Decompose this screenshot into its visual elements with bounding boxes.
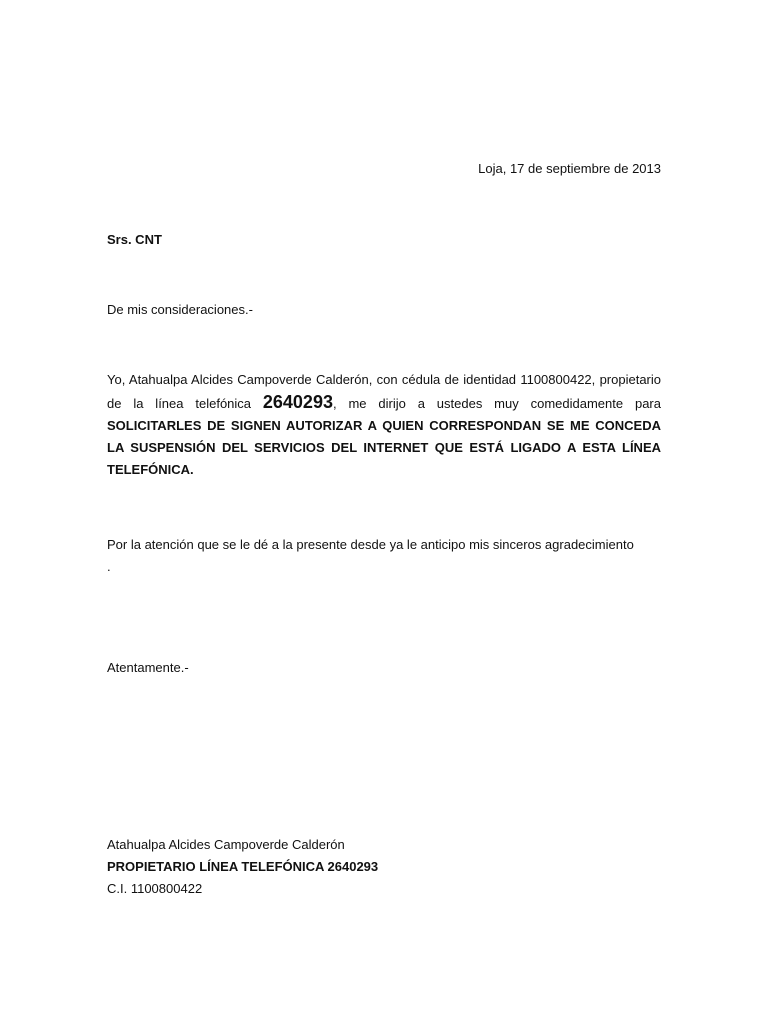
body-middle: , me dirijo a ustedes muy comedidamente para [332, 396, 661, 411]
addressee: Srs. CNT [107, 232, 162, 247]
body-request: SOLICITARLES DE SIGNEN AUTORIZAR A QUIEN CORRESPONDAN SE ME CONCEDA LA SUSPENSIÓN DEL SERVICIOS DEL INTERNET QUE ESTÁ LIGADO A ESTA LÍNEA TELEFÓNICA. [107, 418, 661, 477]
phone-number: 2640293 [262, 392, 333, 412]
letter-date: Loja, 17 de septiembre de 2013 [478, 161, 661, 176]
thanks-paragraph [107, 534, 667, 578]
closing: Atentamente.- [107, 660, 189, 675]
thanks-period: . [107, 559, 111, 574]
thanks-line: Por la atención que se le dé a la presente desde ya le anticipo mis sinceros agradecimiento [107, 537, 634, 552]
body-paragraph [107, 369, 661, 481]
body-intro: Yo, Atahualpa Alcides Campoverde Calderón, con cédula de identidad 1100800422, propietario de la línea telefónica [107, 372, 661, 411]
signature-name: Atahualpa Alcides Campoverde Calderón [107, 837, 345, 852]
signature-id: C.I. 1100800422 [107, 881, 203, 896]
greeting: De mis consideraciones.- [107, 302, 253, 317]
signature-title: PROPIETARIO LÍNEA TELEFÓNICA 2640293 [107, 859, 379, 874]
signature-block [107, 834, 378, 900]
